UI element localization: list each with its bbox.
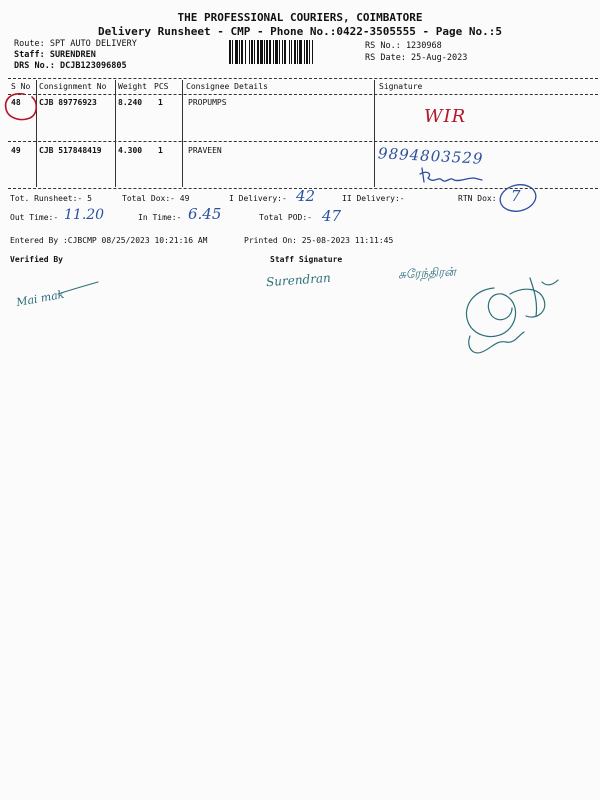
i-delivery-handwritten: 42	[296, 187, 316, 205]
company-name: THE PROFESSIONAL COURIERS, COIMBATORE	[177, 11, 423, 24]
col-divider	[374, 80, 375, 187]
staff-signature-scribble	[454, 276, 564, 360]
table-row-weight: 4.300	[118, 146, 143, 155]
drs-number: DRS No.: DCJB123096805	[14, 61, 127, 71]
staff-name-signature: Surendran	[265, 270, 332, 290]
table-row-pcs: 1	[158, 146, 163, 155]
row49-signature-scribble	[416, 164, 496, 188]
total-dox: Total Dox:- 49	[122, 194, 190, 203]
table-header-rule	[8, 94, 598, 95]
row-separator	[8, 141, 598, 142]
staff-signature-label: Staff Signature	[270, 255, 343, 264]
table-top-rule	[8, 78, 598, 79]
col-header-consignment: Consignment No	[39, 82, 107, 91]
col-header-pcs: PCS	[154, 82, 169, 91]
col-header-consignee: Consignee Details	[186, 82, 268, 91]
table-row-consignee: PROPUMPS	[188, 98, 227, 107]
rtn-dox-label: RTN Dox:	[458, 194, 497, 203]
col-header-sno: S No	[11, 82, 31, 91]
verified-by-label: Verified By	[10, 255, 63, 264]
out-time-handwritten: 11.20	[64, 207, 105, 223]
staff-label: Staff: SURENDREN	[14, 50, 96, 60]
total-pod-handwritten: 47	[322, 207, 342, 225]
table-row-pcs: 1	[158, 98, 163, 107]
total-pod-label: Total POD:-	[259, 213, 312, 222]
table-row-consignment: CJB 517848419	[39, 146, 102, 155]
row48-handwritten-sign: WIR	[424, 106, 467, 127]
in-time-label: In Time:-	[138, 213, 182, 222]
rs-number: RS No.: 1230968	[365, 41, 442, 51]
col-header-signature: Signature	[379, 82, 423, 91]
in-time-handwritten: 6.45	[188, 205, 222, 223]
col-header-weight: Weight	[118, 82, 147, 91]
printed-on: Printed On: 25-08-2023 11:11:45	[244, 236, 394, 245]
runsheet-title: Delivery Runsheet - CMP - Phone No.:0422-3505555 - Page No.:5	[98, 25, 502, 38]
rtn-dox-handwritten: 7	[511, 187, 521, 205]
table-row-consignment: CJB 89776923	[39, 98, 97, 107]
tamil-signature-text: சுரேந்திரன்	[397, 264, 457, 282]
ii-delivery-label: II Delivery:-	[342, 194, 405, 203]
col-divider	[115, 80, 116, 187]
barcode	[228, 40, 358, 64]
entered-by: Entered By :CJBCMP 08/25/2023 10:21:16 AM	[10, 236, 208, 245]
col-divider	[182, 80, 183, 187]
table-row-consignee: PRAVEEN	[188, 146, 222, 155]
out-time-label: Out Time:-	[10, 213, 59, 222]
verified-signature: Mai mak	[15, 287, 66, 310]
route-label: Route: SPT AUTO DELIVERY	[14, 39, 137, 49]
table-row-sno: 48	[11, 98, 21, 107]
i-delivery-label: I Delivery:-	[229, 194, 287, 203]
verified-signature-stroke	[56, 280, 100, 296]
red-circle-mark	[2, 90, 42, 124]
row49-handwritten-phone: 9894803529	[377, 144, 484, 168]
rs-date: RS Date: 25-Aug-2023	[365, 53, 468, 63]
table-row-sno: 49	[11, 146, 21, 155]
table-row-weight: 8.240	[118, 98, 143, 107]
tot-runsheet: Tot. Runsheet:- 5	[10, 194, 92, 203]
